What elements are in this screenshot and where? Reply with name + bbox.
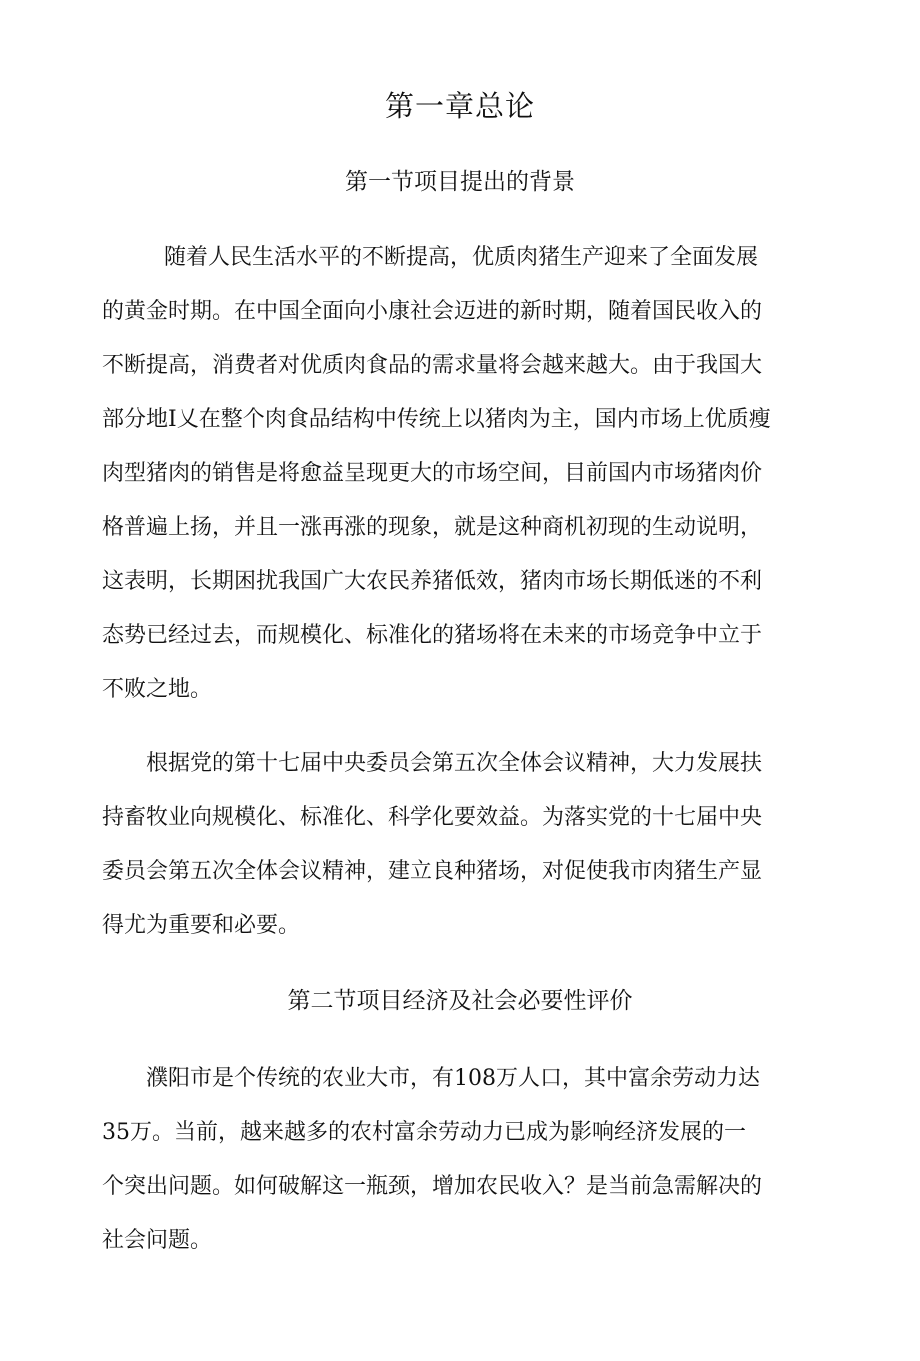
- paragraph-line: 肉型猪肉的销售是将愈益呈现更大的市场空间，目前国内市场猪肉价: [102, 461, 763, 486]
- paragraph-3: [102, 1052, 782, 1268]
- paragraph-line: 社会问题。: [102, 1228, 213, 1253]
- paragraph-line: 部分地I乂在整个肉食品结构中传统上以猪肉为主，国内市场上优质瘦: [102, 407, 771, 432]
- paragraph-line: 格普遍上扬，并且一涨再涨的现象，就是这种商机初现的生动说明，: [102, 515, 763, 540]
- paragraph-line: 濮阳市是个传统的农业大市，有108万人口，其中富余劳动力达: [146, 1066, 760, 1091]
- paragraph-1: [102, 231, 782, 717]
- paragraph-line: 35万。当前，越来越多的农村富余劳动力已成为影响经济发展的一: [102, 1120, 746, 1145]
- chapter-title: 第一章总论: [384, 89, 535, 123]
- section-title-1: 第一节项目提出的背景: [345, 169, 575, 195]
- paragraph-line: 持畜牧业向规模化、标准化、科学化要效益。为落实党的十七届中央: [102, 805, 763, 830]
- paragraph-line: 的黄金时期。在中国全面向小康社会迈进的新时期，随着国民收入的: [102, 299, 763, 324]
- paragraph-line: 不败之地。: [102, 677, 213, 702]
- paragraph-line: 根据党的第十七届中央委员会第五次全体会议精神，大力发展扶: [146, 751, 763, 776]
- paragraph-line: 委员会第五次全体会议精神，建立良种猪场，对促使我市肉猪生产显: [102, 859, 763, 884]
- paragraph-line: 这表明，长期困扰我国广大农民养猪低效，猪肉市场长期低迷的不利: [102, 569, 763, 594]
- paragraph-line: 态势已经过去，而规模化、标准化的猪场将在未来的市场竞争中立于: [102, 623, 763, 648]
- paragraph-line: 随着人民生活水平的不断提高，优质肉猪生产迎来了全面发展: [164, 245, 759, 270]
- section-title-2: 第二节项目经济及社会必要性评价: [287, 988, 633, 1014]
- paragraph-line: 个突出问题。如何破解这一瓶颈，增加农民收入？是当前急需解决的: [102, 1174, 763, 1199]
- paragraph-2: [102, 737, 782, 953]
- paragraph-line: 不断提高，消费者对优质肉食品的需求量将会越来越大。由于我国大: [102, 353, 763, 378]
- paragraph-line: 得尤为重要和必要。: [102, 913, 301, 938]
